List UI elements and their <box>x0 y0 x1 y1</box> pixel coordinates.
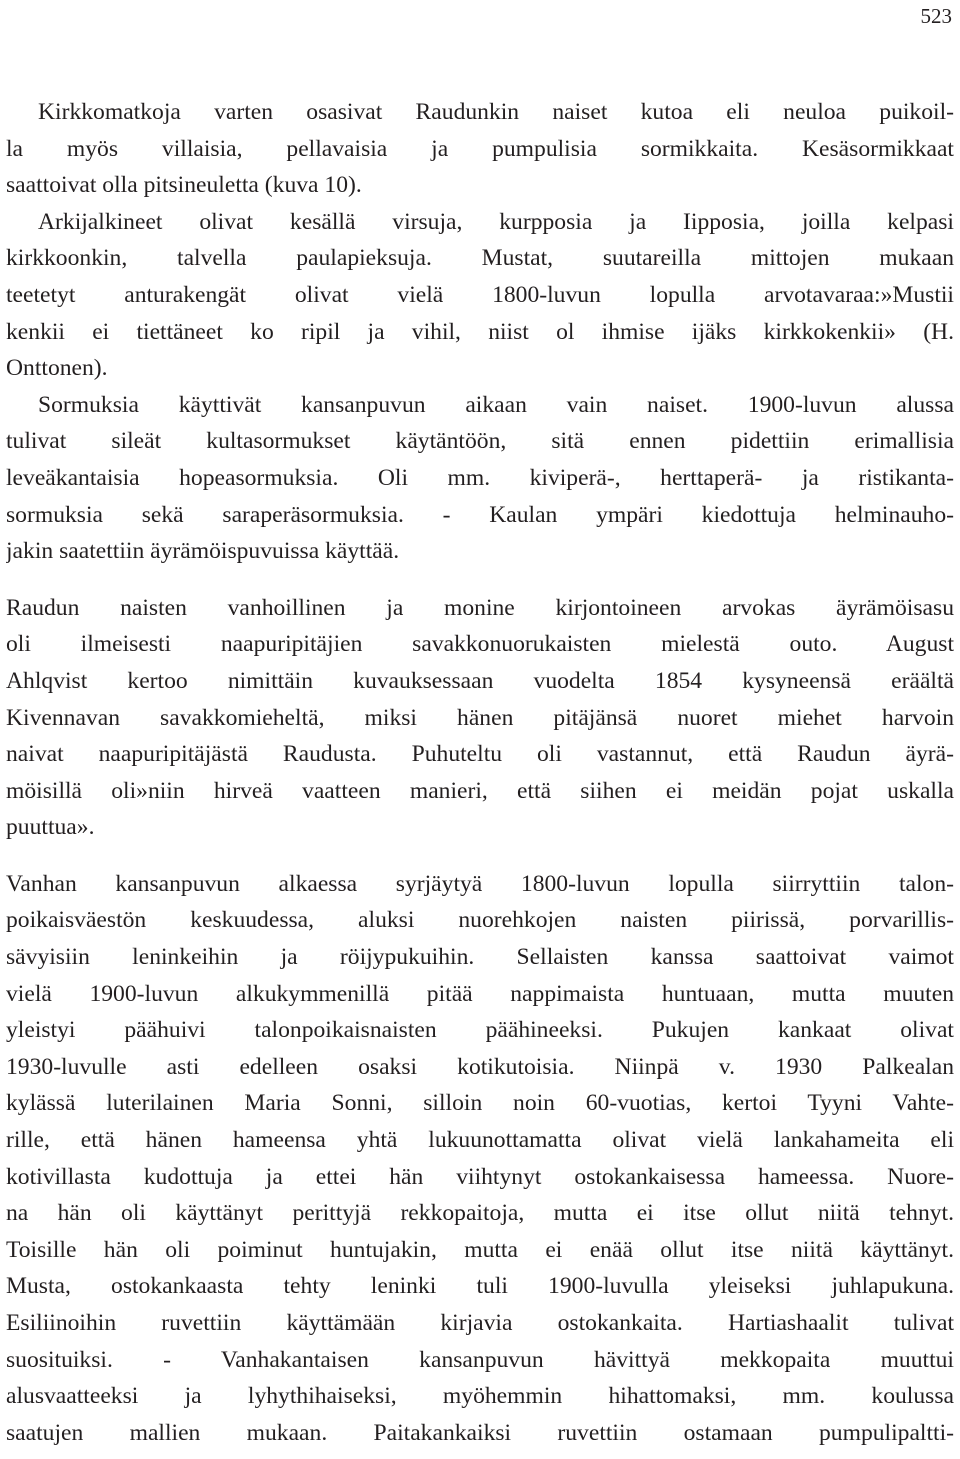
text-line: naivat naapuripitäjästä Raudusta. Puhuteltu oli vastannut, että Raudun äyrä- <box>6 741 954 768</box>
text-line: Ahlqvist kertoo nimittäin kuvauksessaan vuodelta 1854 kysyneensä eräältä <box>6 667 954 694</box>
text-line: kenkii ei tiettäneet ko ripil ja vihil, niist ol ihmise ijäks kirkkokenkii» (H. <box>6 318 954 345</box>
text-line: sormuksia sekä saraperäsormuksia. - Kaulan ympäri kiedottuja helminauho- <box>6 501 954 528</box>
text-line: Vanhan kansanpuvun alkaessa syrjäytyä 1800-luvun lopulla siirryttiin talon- <box>6 870 954 897</box>
page-number: 523 <box>920 4 952 28</box>
text-line: tulivat sileät kultasormukset käytäntöön, sitä ennen pidettiin erimallisia <box>6 428 954 455</box>
text-line: poikaisväestön keskuudessa, aluksi nuorehkojen naisten piirissä, porvarillis- <box>6 907 954 934</box>
text-line: saattoivat olla pitsineuletta (kuva 10). <box>6 172 362 199</box>
text-line: Onttonen). <box>6 355 108 382</box>
text-line: suosituiksi. - Vanhakantaisen kansanpuvun hävittyä mekkopaita muuttui <box>6 1346 954 1373</box>
text-line: leveäkantaisia hopeasormuksia. Oli mm. kiviperä-, herttaperä- ja ristikanta- <box>6 464 954 491</box>
paragraph <box>6 866 954 1452</box>
text-line: Sormuksia käyttivät kansanpuvun aikaan vain naiset. 1900-luvun alussa <box>38 391 954 418</box>
paragraph <box>6 204 954 387</box>
text-line: oli ilmeisesti naapuripitäjien savakkonuorukaisten mielestä outo. August <box>6 631 954 658</box>
text-line: rille, että hänen hameensa yhtä lukuunottamatta olivat vielä lankahameita eli <box>6 1127 954 1154</box>
paragraph <box>6 387 954 570</box>
page-body <box>6 94 954 1451</box>
paragraph <box>6 94 954 204</box>
text-line: 1930-luvulle asti edelleen osaksi kotikutoisia. Niinpä v. 1930 Palkealan <box>6 1053 954 1080</box>
text-line: jakin saatettiin äyrämöispuvuissa käyttää. <box>6 538 400 565</box>
text-line: Kivennavan savakkomieheltä, miksi hänen pitäjänsä nuoret miehet harvoin <box>6 704 954 731</box>
text-line: la myös villaisia, pellavaisia ja pumpulisia sormikkaita. Kesäsormikkaat <box>6 135 954 162</box>
text-line: Kirkkomatkoja varten osasivat Raudunkin naiset kutoa eli neuloa puikoil- <box>38 99 954 125</box>
text-line: sävyisiin leninkeihin ja röijypukuihin. Sellaisten kanssa saattoivat vaimot <box>6 944 954 971</box>
text-line: teetetyt anturakengät olivat vielä 1800-luvun lopulla arvotavaraa:»Mustii <box>6 281 954 308</box>
text-line: Arkijalkineet olivat kesällä virsuja, kurpposia ja Iipposia, joilla kelpasi <box>38 208 954 235</box>
text-line: Musta, ostokankaasta tehty leninki tuli 1900-luvulla yleiseksi juhlapukuna. <box>6 1273 954 1300</box>
text-line: kirkkoonkin, talvella paulapieksuja. Mustat, suutareilla mittojen mukaan <box>6 245 954 272</box>
text-line: Toisille hän oli poiminut huntujakin, mutta ei enää ollut itse niitä käyttänyt. <box>6 1236 954 1263</box>
paragraph-gap <box>6 846 954 866</box>
text-line: kotivillasta kudottuja ja ettei hän viihtynyt ostokankaisessa hameessa. Nuore- <box>6 1163 954 1190</box>
paragraph-gap <box>6 570 954 590</box>
text-line: yleistyi päähuivi talonpoikaisnaisten päähineeksi. Pukujen kankaat olivat <box>6 1017 954 1044</box>
text-line: na hän oli käyttänyt perittyjä rekkopaitoja, mutta ei itse ollut niitä tehnyt. <box>6 1200 954 1227</box>
text-line: vielä 1900-luvun alkukymmenillä pitää nappimaista huntuaan, mutta muuten <box>6 980 954 1007</box>
text-line: puuttua». <box>6 814 95 841</box>
paragraph <box>6 590 954 846</box>
text-line: Raudun naisten vanhoillinen ja monine kirjontoineen arvokas äyrämöisasu <box>6 594 954 621</box>
text-line: kylässä luterilainen Maria Sonni, silloin noin 60-vuotias, kertoi Tyyni Vahte- <box>6 1090 954 1117</box>
text-line: saatujen mallien mukaan. Paitakankaiksi ruvettiin ostamaan pumpulipaltti- <box>6 1419 954 1446</box>
text-line: möisillä oli»niin hirveä vaatteen manieri, että siihen ei meidän pojat uskalla <box>6 777 954 804</box>
text-line: alusvaatteeksi ja lyhythihaiseksi, myöhemmin hihattomaksi, mm. koulussa <box>6 1383 954 1410</box>
text-line: Esiliinoihin ruvettiin käyttämään kirjavia ostokankaita. Hartiashaalit tulivat <box>6 1310 954 1336</box>
